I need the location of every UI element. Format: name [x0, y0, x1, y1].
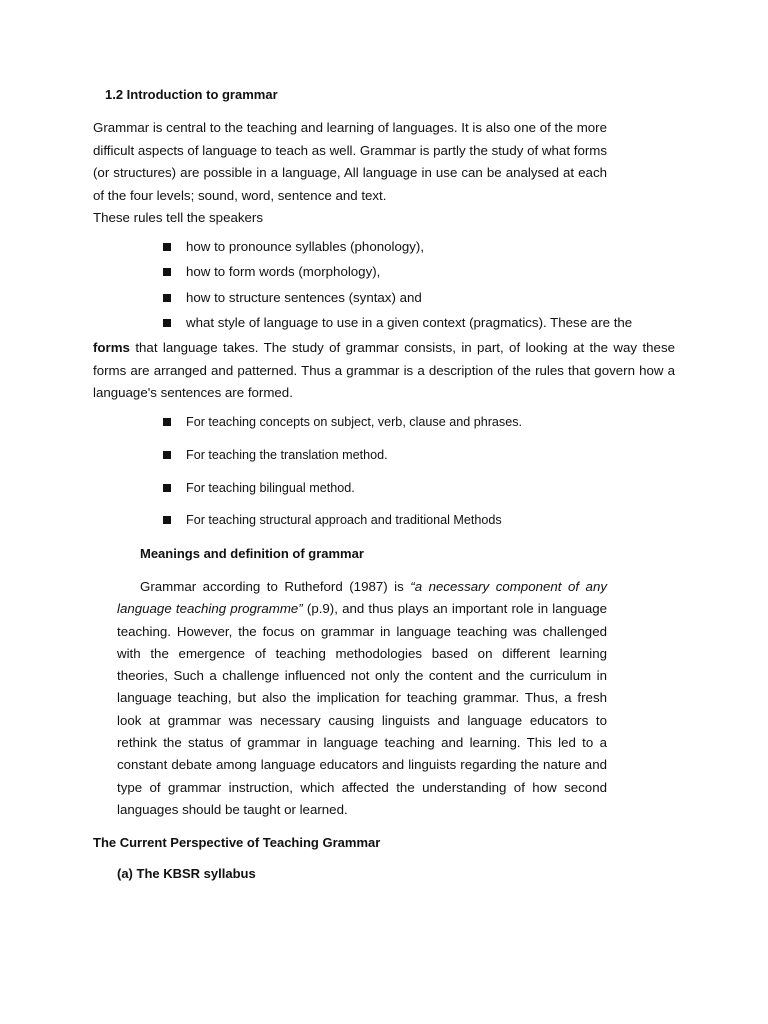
forms-paragraph [93, 337, 675, 405]
meanings-text-start: Grammar according to Rutheford (1987) is [140, 579, 411, 594]
list-item [163, 239, 424, 254]
list-item-text: what style of language to use in a given context (pragmatics). These are the [186, 315, 633, 330]
list-item [163, 290, 422, 305]
square-bullet-icon [163, 484, 171, 492]
square-bullet-icon [163, 294, 171, 302]
section-heading-intro: 1.2 Introduction to grammar [105, 87, 278, 102]
meanings-quote: “a necessary component of any language teaching programme” [117, 579, 607, 617]
list-item [163, 481, 355, 495]
section-heading-current-perspective: The Current Perspective of Teaching Grammar [93, 835, 381, 850]
meanings-paragraph [117, 576, 607, 821]
subheading-kbsr: (a) The KBSR syllabus [117, 866, 256, 881]
list-item-text: how to pronounce syllables (phonology), [186, 239, 425, 254]
list-item [163, 315, 632, 330]
section-heading-meanings: Meanings and definition of grammar [140, 546, 364, 561]
list-item-text: how to form words (morphology), [186, 264, 381, 279]
list-item [163, 264, 380, 279]
list-item-text: how to structure sentences (syntax) and [186, 290, 422, 305]
intro-last-line [93, 207, 607, 230]
list-item-text: For teaching structural approach and traditional Methods [186, 513, 502, 527]
square-bullet-icon [163, 516, 171, 524]
intro-paragraph [93, 117, 607, 207]
list-item-text: For teaching concepts on subject, verb, clause and phrases. [186, 415, 523, 429]
list-item-text: For teaching bilingual method. [186, 481, 355, 495]
square-bullet-icon [163, 268, 171, 276]
intro-last-line-text: These rules tell the speakers [93, 210, 263, 225]
meanings-text-rest: (p.9), and thus plays an important role in language teaching. However, the focus on grammar in language teaching was challenged with the emergence of teaching methodologies based on different learning theories, Such a challenge influenced not only the content and the curriculum in language teaching, but also the implication for teaching grammar. Thus, a fresh look at grammar was necessary causing linguists and language educators to rethink the status of grammar in language teaching and learning. This led to a constant debate among language educators and linguists regarding the nature and type of grammar instruction, which affected the understanding of how second languages should be taught or learned. [117, 601, 608, 817]
square-bullet-icon [163, 418, 171, 426]
list-item [163, 415, 522, 429]
list-item [163, 513, 502, 527]
square-bullet-icon [163, 319, 171, 327]
forms-paragraph-text: that language takes. The study of grammar consists, in part, of looking at the way these forms are arranged and patterned. Thus a grammar is a description of the rules that govern how a language's sentences are formed. [93, 340, 675, 400]
intro-text: Grammar is central to the teaching and learning of languages. It is also one of the more difficult aspects of language to teach as well. Grammar is partly the study of what forms (or structures) are possible in a language, All language in use can be analysed at each of the four levels; sound, word, sentence and text. [93, 120, 607, 203]
forms-bold-word: forms [93, 340, 130, 355]
list-item-text: For teaching the translation method. [186, 448, 388, 462]
list-item [163, 448, 388, 462]
square-bullet-icon [163, 243, 171, 251]
square-bullet-icon [163, 451, 171, 459]
